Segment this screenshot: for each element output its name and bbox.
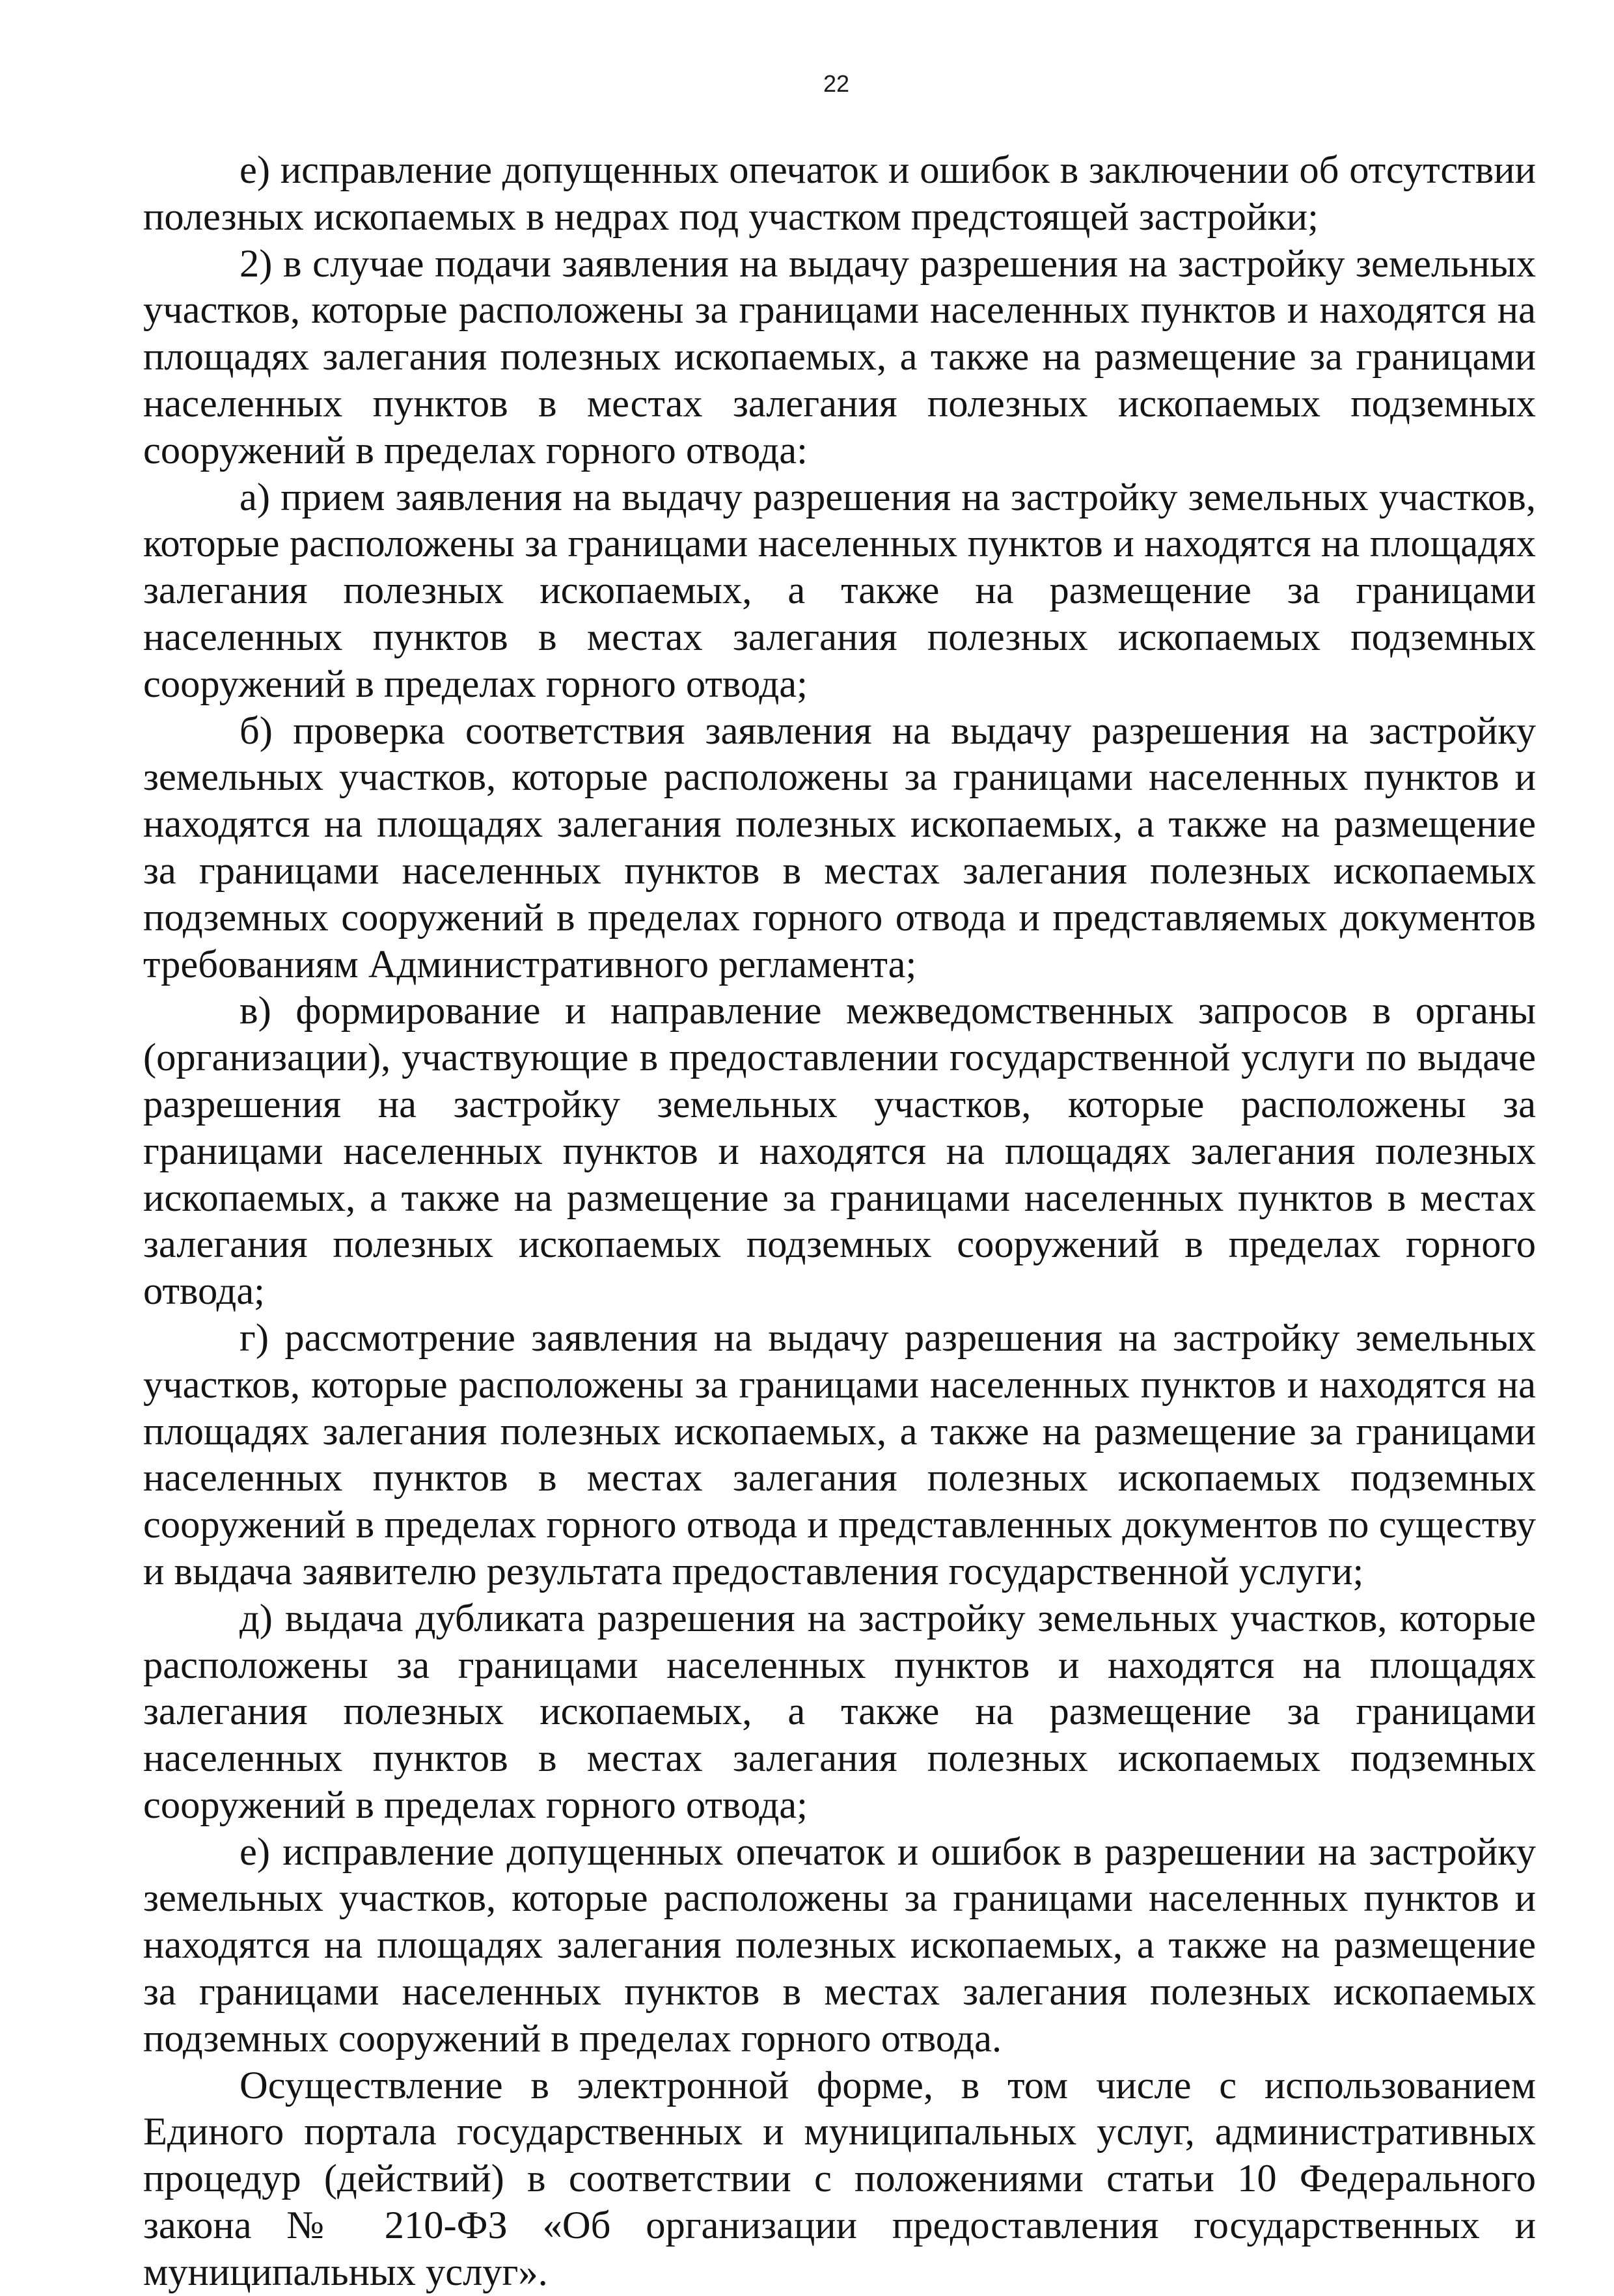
paragraph-electronic-form: Осуществление в электронной форме, в том числе с использованием Единого портала государственных и муниципальных услуг, административных процедур (действий) в соответствии с положениями статьи 10 Федерального закона № 210-ФЗ «Об организации предоставления государственных и муниципальных услуг». bbox=[143, 2063, 1536, 2294]
paragraph-item-e-conclusion: е) исправление допущенных опечаток и ошибок в заключении об отсутствии полезных ископаемых в недрах под участком предстоящей застройки; bbox=[143, 148, 1536, 239]
paragraph-point-2: 2) в случае подачи заявления на выдачу разрешения на застройку земельных участков, которые расположены за границами населенных пунктов и находятся на площадях залегания полезных ископаемых, а также на размещение за границами населенных пунктов в местах залегания полезных ископаемых подземных сооружений в пределах горного отвода: bbox=[143, 241, 1536, 472]
paragraph-item-g: г) рассмотрение заявления на выдачу разрешения на застройку земельных участков, которые расположены за границами населенных пунктов и находятся на площадях залегания полезных ископаемых, а также на размещение за границами населенных пунктов в местах залегания полезных ископаемых подземных сооружений в пределах горного отвода и представленных документов по существу и выдача заявителю результата предоставления государственной услуги; bbox=[143, 1316, 1536, 1593]
paragraph-item-v: в) формирование и направление межведомственных запросов в органы (организации), участвующие в предоставлении государственной услуги по выдаче разрешения на застройку земельных участков, которые расположены за границами населенных пунктов и находятся на площадях залегания полезных ископаемых, а также на размещение за границами населенных пунктов в местах залегания полезных ископаемых подземных сооружений в пределах горного отвода; bbox=[143, 989, 1536, 1314]
paragraph-item-e-permit: е) исправление допущенных опечаток и ошибок в разрешении на застройку земельных участков, которые расположены за границами населенных пунктов и находятся на площадях залегания полезных ископаемых, а также на размещение за границами населенных пунктов в местах залегания полезных ископаемых подземных сооружений в пределах горного отвода. bbox=[143, 1830, 1536, 2060]
paragraph-item-a: а) прием заявления на выдачу разрешения на застройку земельных участков, которые расположены за границами населенных пунктов и находятся на площадях залегания полезных ископаемых, а также на размещение за границами населенных пунктов в местах залегания полезных ископаемых подземных сооружений в пределах горного отвода; bbox=[143, 475, 1536, 706]
document-body bbox=[143, 147, 1536, 2296]
paragraph-item-b: б) проверка соответствия заявления на выдачу разрешения на застройку земельных участков, которые расположены за границами населенных пунктов и находятся на площадях залегания полезных ископаемых, а также на размещение за границами населенных пунктов в местах залегания полезных ископаемых подземных сооружений в пределах горного отвода и представляемых документов требованиям Административного регламента; bbox=[143, 709, 1536, 986]
page-number: 22 bbox=[823, 70, 850, 97]
paragraph-item-d: д) выдача дубликата разрешения на застройку земельных участков, которые расположены за границами населенных пунктов и находятся на площадях залегания полезных ископаемых, а также на размещение за границами населенных пунктов в местах залегания полезных ископаемых подземных сооружений в пределах горного отвода; bbox=[143, 1596, 1536, 1827]
